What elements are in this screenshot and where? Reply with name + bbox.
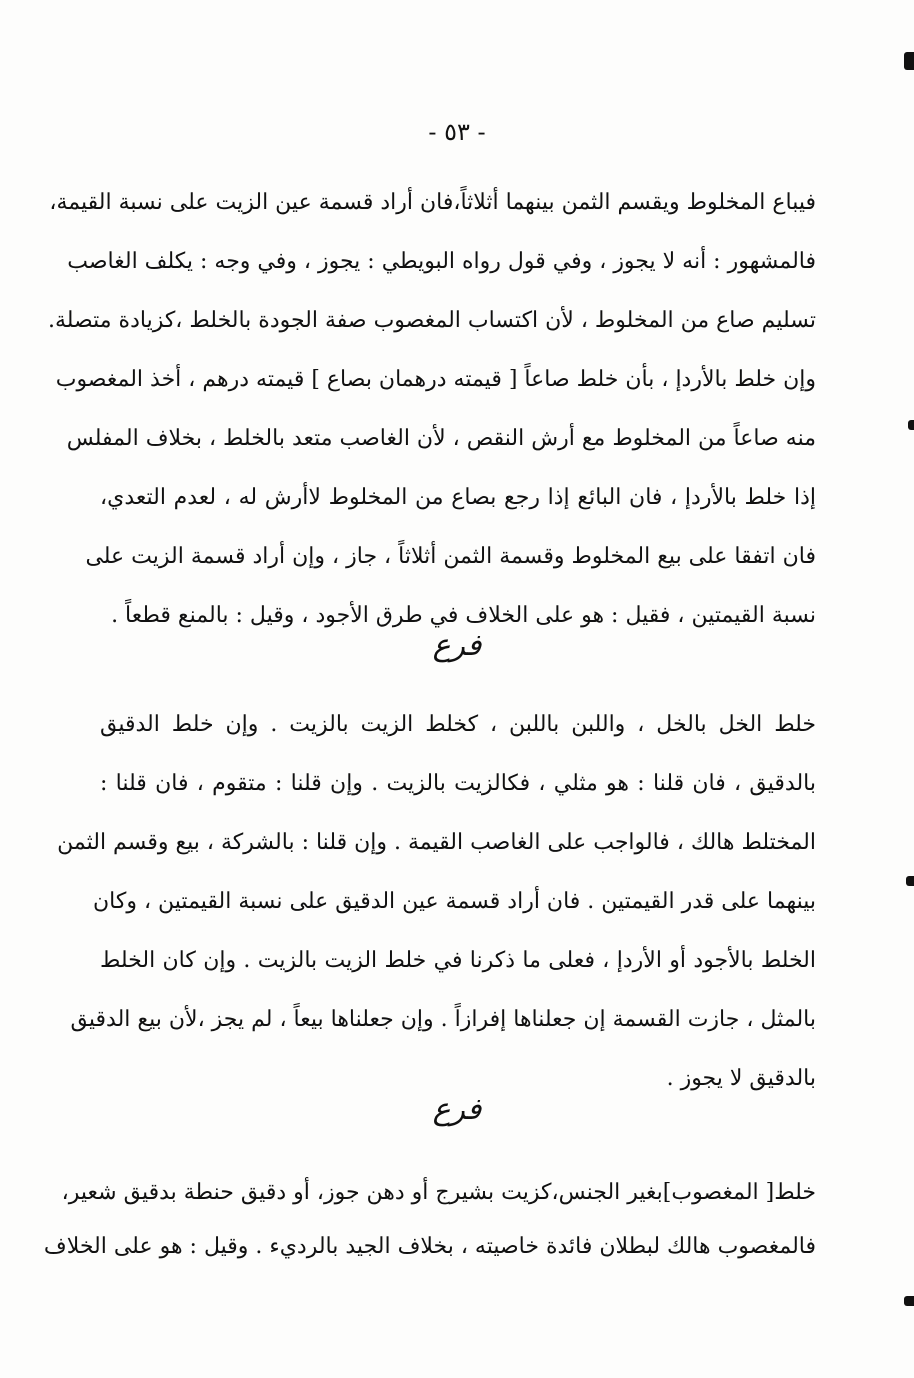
binding-mark [906, 876, 914, 886]
text-line: فيباع المخلوط ويقسم الثمن بينهما أثلاثاً،فان أراد قسمة عين الزيت على نسبة القيمة، [49, 190, 816, 215]
text-line: خلط الخل بالخل ، واللبن باللبن ، كخلط الزيت بالزيت . وإن خلط الدقيق [100, 712, 816, 737]
text-line: فان اتفقا على بيع المخلوط وقسمة الثمن أثلاثاً ، جاز ، وإن أراد قسمة الزيت على [85, 544, 816, 569]
text-line: بينهما على قدر القيمتين . فان أراد قسمة عين الدقيق على نسبة القيمتين ، وكان [93, 889, 816, 914]
binding-mark [904, 1296, 914, 1306]
text-line: وإن خلط بالأردإ ، بأن خلط صاعاً [ قيمته درهمان بصاع ] قيمته درهم ، أخذ المغصوب [55, 367, 816, 392]
binding-mark [908, 420, 914, 430]
page-number: - ٥٣ - [428, 118, 486, 146]
binding-mark [904, 52, 914, 70]
text-line: خلط[ المغصوب]بغير الجنس،كزيت بشيرج أو دهن جوز، أو دقيق حنطة بدقيق شعير، [61, 1180, 816, 1205]
text-line: بالمثل ، جازت القسمة إن جعلناها إفرازاً . وإن جعلناها بيعاً ، لم يجز ،لأن بيع الدقيق [70, 1007, 816, 1032]
section-heading: فرع [432, 628, 482, 663]
text-line: فالمغصوب هالك لبطلان فائدة خاصيته ، بخلاف الجيد بالرديء . وقيل : هو على الخلاف [43, 1234, 816, 1259]
paragraph-3 [43, 1180, 816, 1288]
text-line: بالدقيق ، فان قلنا : هو مثلي ، فكالزيت بالزيت . وإن قلنا : متقوم ، فان قلنا : [100, 771, 816, 796]
text-line: منه صاعاً من المخلوط مع أرش النقص ، لأن الغاصب متعد بالخلط ، بخلاف المفلس [66, 426, 816, 451]
section-heading: فرع [432, 1092, 482, 1127]
text-line: تسليم صاع من المخلوط ، لأن اكتساب المغصوب صفة الجودة بالخلط ،كزيادة متصلة. [47, 308, 816, 333]
text-line: فالمشهور : أنه لا يجوز ، وفي قول رواه البويطي : يجوز ، وفي وجه : يكلف الغاصب [67, 249, 816, 274]
text-line: المختلط هالك ، فالواجب على الغاصب القيمة . وإن قلنا : بالشركة ، بيع وقسم الثمن [57, 830, 816, 855]
paragraph-2 [57, 712, 816, 1125]
text-line: بالدقيق لا يجوز . [666, 1066, 816, 1091]
text-line: الخلط بالأجود أو الأردإ ، فعلى ما ذكرنا في خلط الزيت بالزيت . وإن كان الخلط [100, 948, 816, 973]
paragraph-1 [47, 190, 816, 662]
text-line: نسبة القيمتين ، فقيل : هو على الخلاف في طرق الأجود ، وقيل : بالمنع قطعاً . [111, 603, 816, 628]
text-line: إذا خلط بالأردإ ، فان البائع إذا رجع بصاع من المخلوط لاأرش له ، لعدم التعدي، [100, 485, 816, 510]
